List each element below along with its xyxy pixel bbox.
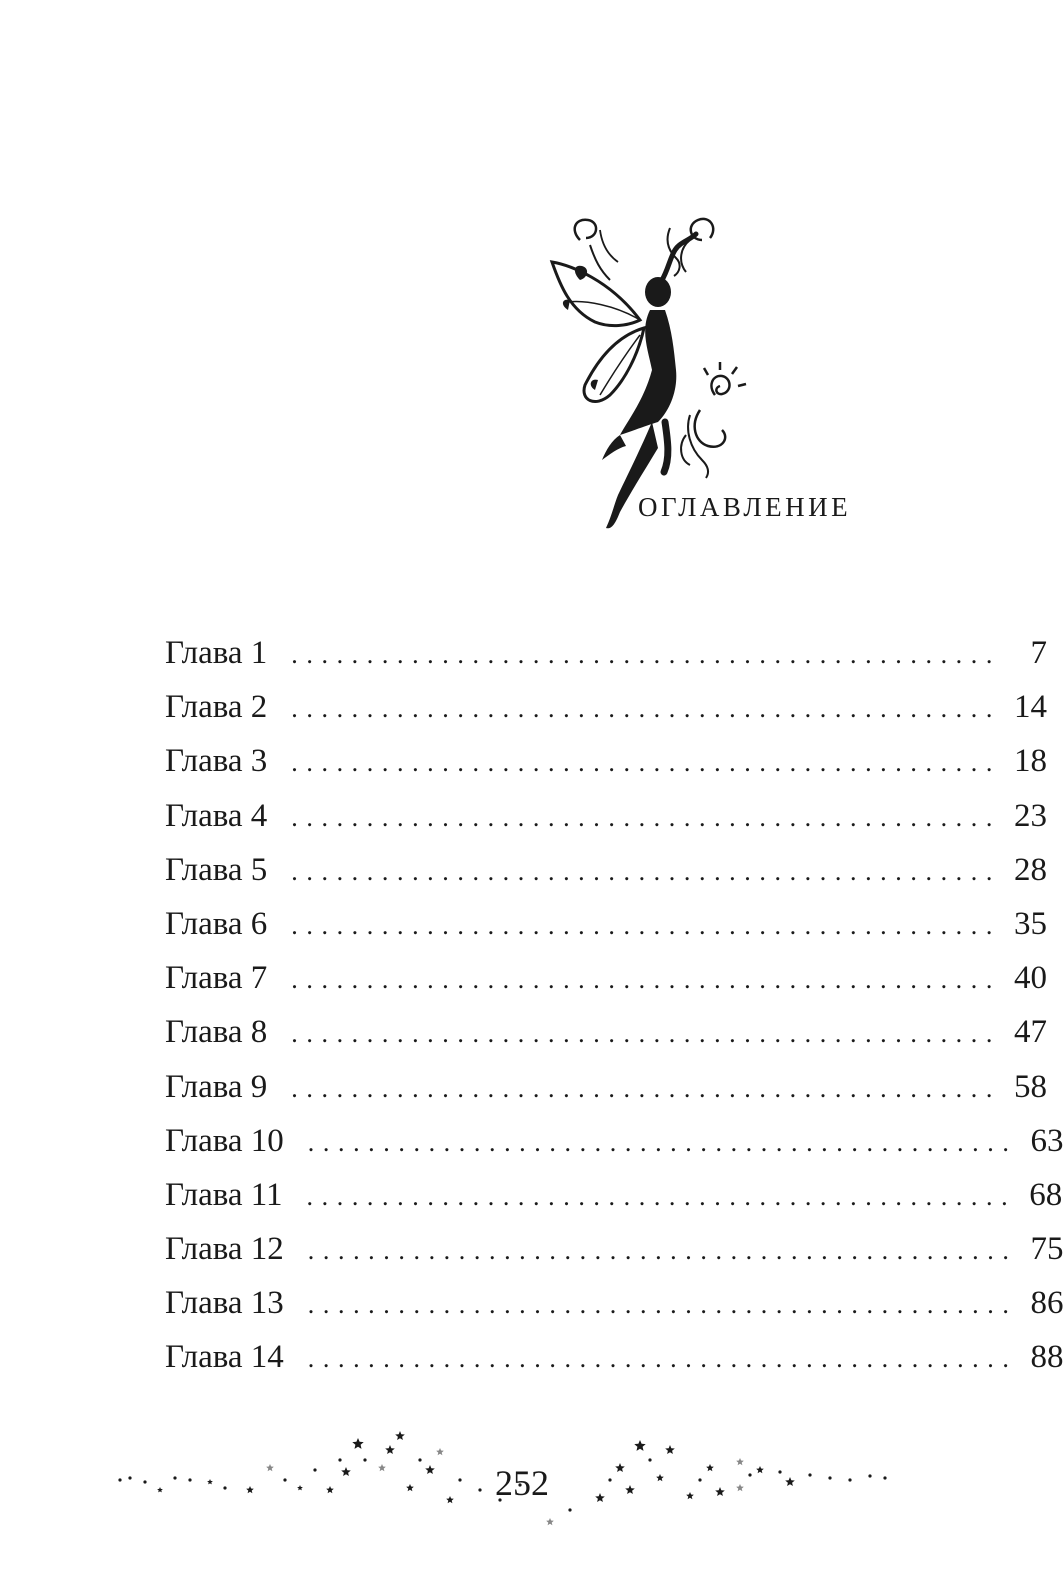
star-icon xyxy=(297,1485,303,1490)
star-icon xyxy=(207,1479,213,1484)
star-dot-icon xyxy=(748,1473,751,1476)
star-icon xyxy=(706,1464,714,1471)
star-dot-icon xyxy=(848,1478,851,1481)
star-icon xyxy=(436,1448,444,1455)
toc-entry-title: Глава 11 xyxy=(165,1176,283,1213)
star-icon xyxy=(625,1485,635,1494)
toc-entry xyxy=(165,897,1047,951)
star-icon xyxy=(246,1486,254,1493)
star-icon xyxy=(341,1467,351,1476)
star-dot-icon xyxy=(118,1478,121,1481)
star-dot-icon xyxy=(778,1470,781,1473)
star-dot-icon xyxy=(648,1458,651,1461)
toc-entry-page: 35 xyxy=(1013,905,1047,942)
toc-entry-title: Глава 1 xyxy=(165,635,268,671)
toc-entry xyxy=(165,734,1047,788)
toc-dot-leader: ............................................... xyxy=(291,748,1001,778)
toc-entry xyxy=(165,680,1047,734)
toc-entry-title: Глава 3 xyxy=(165,743,268,780)
toc-dot-leader: ............................................... xyxy=(291,1019,1001,1049)
toc-entry xyxy=(165,1060,1047,1114)
toc-entry-title: Глава 2 xyxy=(165,689,268,726)
toc-entry xyxy=(165,626,1047,680)
star-icon xyxy=(266,1464,274,1471)
star-dot-icon xyxy=(568,1508,571,1511)
toc-entry-page: 75 xyxy=(1030,1231,1063,1268)
toc-dot-leader: ............................................... xyxy=(291,640,1001,669)
toc-entry xyxy=(165,951,1047,1005)
toc-entry xyxy=(165,1276,1063,1330)
star-dot-icon xyxy=(698,1478,701,1481)
star-icon xyxy=(425,1465,435,1474)
star-dot-icon xyxy=(338,1458,341,1461)
toc-entry-title: Глава 10 xyxy=(165,1122,284,1159)
star-dot-icon xyxy=(828,1476,831,1479)
star-dot-icon xyxy=(173,1476,176,1479)
star-icon xyxy=(615,1463,625,1472)
star-icon xyxy=(756,1466,764,1473)
toc-heading: ОГЛАВЛЕНИЕ xyxy=(638,492,852,522)
toc-entry xyxy=(165,843,1047,897)
star-dot-icon xyxy=(283,1478,286,1481)
star-icon xyxy=(385,1445,395,1454)
toc-dot-leader: ............................................... xyxy=(307,1127,1018,1157)
toc-entry-title: Глава 5 xyxy=(165,851,268,888)
toc-entry-page: 58 xyxy=(1013,1068,1047,1105)
toc-dot-leader: ............................................... xyxy=(291,1073,1001,1103)
toc-entry-title: Глава 9 xyxy=(165,1068,268,1105)
toc-entry xyxy=(165,1168,1063,1222)
toc-entry-page: 68 xyxy=(1029,1176,1063,1213)
toc-dot-leader: ............................................... xyxy=(291,856,1001,886)
star-icon xyxy=(546,1518,554,1525)
toc-dot-leader: ............................................... xyxy=(291,910,1001,940)
toc-list xyxy=(165,626,1063,1385)
toc-entry-title: Глава 14 xyxy=(165,1339,284,1376)
toc-entry-title: Глава 13 xyxy=(165,1285,284,1322)
toc-entry-page: 23 xyxy=(1013,797,1047,834)
toc-entry xyxy=(165,1222,1063,1276)
star-dot-icon xyxy=(608,1478,611,1481)
toc-entry-title: Глава 7 xyxy=(165,960,268,997)
toc-dot-leader: ............................................... xyxy=(307,1290,1018,1320)
star-dot-icon xyxy=(143,1480,146,1483)
toc-dot-leader: ............................................... xyxy=(307,1344,1018,1374)
star-dot-icon xyxy=(128,1476,131,1479)
toc-entry-title: Глава 8 xyxy=(165,1014,268,1051)
star-icon xyxy=(686,1492,694,1499)
toc-entry-page: 7 xyxy=(1030,635,1047,671)
star-dot-icon xyxy=(418,1458,421,1461)
toc-entry xyxy=(165,1005,1047,1059)
star-icon xyxy=(595,1493,605,1502)
star-icon xyxy=(446,1496,454,1503)
toc-entry-page: 47 xyxy=(1013,1014,1047,1051)
toc-entry-title: Глава 4 xyxy=(165,797,268,834)
toc-entry-page: 28 xyxy=(1013,851,1047,888)
star-dot-icon xyxy=(223,1486,226,1489)
toc-dot-leader: ............................................... xyxy=(306,1181,1017,1211)
toc-entry-page: 88 xyxy=(1030,1339,1063,1376)
star-dot-icon xyxy=(883,1476,886,1479)
page-number: 252 xyxy=(495,1463,549,1503)
star-dot-icon xyxy=(363,1458,366,1461)
star-icon xyxy=(736,1458,744,1465)
toc-entry-page: 40 xyxy=(1013,960,1047,997)
toc-dot-leader: ............................................... xyxy=(291,694,1001,724)
toc-entry-page: 14 xyxy=(1013,689,1047,726)
toc-dot-leader: ............................................... xyxy=(307,1236,1018,1266)
toc-dot-leader: ............................................... xyxy=(291,965,1001,995)
toc-entry-page: 18 xyxy=(1013,743,1047,780)
star-dot-icon xyxy=(188,1478,191,1481)
star-icon xyxy=(785,1477,795,1486)
toc-entry-page: 63 xyxy=(1030,1122,1063,1159)
star-icon xyxy=(378,1464,386,1471)
star-icon xyxy=(406,1484,414,1491)
toc-entry-title: Глава 12 xyxy=(165,1231,284,1268)
toc-entry-title: Глава 6 xyxy=(165,905,268,942)
toc-entry xyxy=(165,1330,1063,1384)
star-icon xyxy=(157,1487,163,1492)
toc-dot-leader: ............................................... xyxy=(291,802,1001,832)
star-dot-icon xyxy=(868,1474,871,1477)
star-icon xyxy=(736,1484,744,1491)
star-icon xyxy=(715,1487,725,1496)
star-icon xyxy=(352,1438,363,1449)
toc-entry-page: 86 xyxy=(1030,1285,1063,1322)
star-dot-icon xyxy=(808,1473,811,1476)
star-icon xyxy=(656,1474,664,1481)
toc-entry xyxy=(165,789,1047,843)
star-icon xyxy=(634,1440,645,1451)
star-icon xyxy=(326,1486,334,1493)
star-icon xyxy=(395,1431,405,1440)
star-dot-icon xyxy=(313,1468,316,1471)
star-icon xyxy=(665,1445,675,1454)
toc-entry xyxy=(165,1114,1063,1168)
